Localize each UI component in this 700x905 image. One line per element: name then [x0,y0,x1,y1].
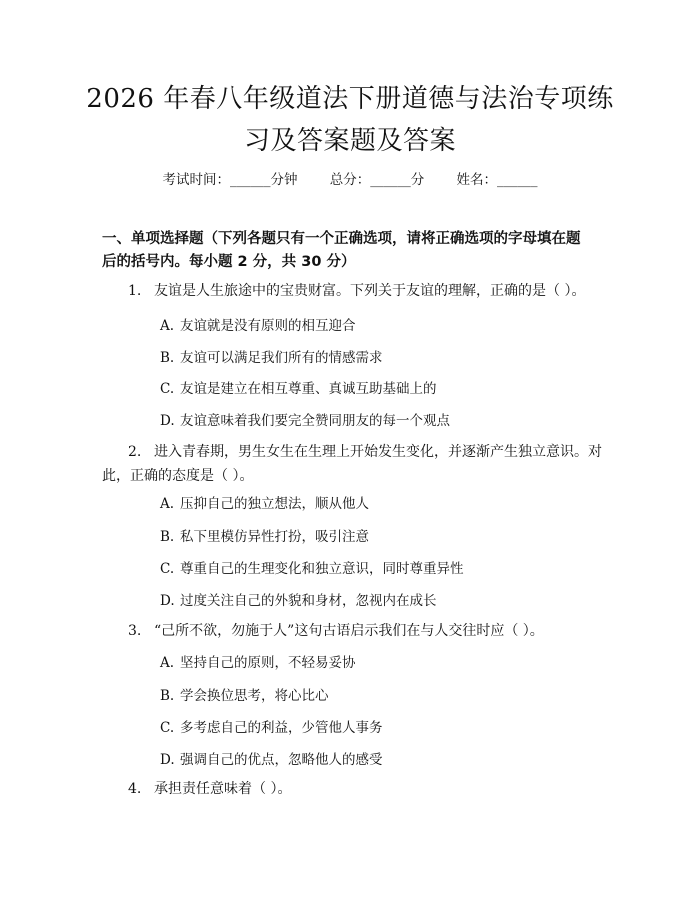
question-text-line-2: 此，正确的态度是（ ）。 [102,468,254,484]
option-3b: B. 学会换位思考，将心比心 [160,688,329,704]
question-text: 友谊是人生旅途中的宝贵财富。下列关于友谊的理解，正确的是（ ）。 [154,283,586,299]
question-number: 4. [128,781,142,797]
title-line-1: 2026 年春八年级道法下册道德与法治专项练 [86,84,614,114]
exam-name: 姓名：______ [456,172,538,188]
option-2b: B. 私下里模仿异性打扮，吸引注意 [160,529,369,545]
section-heading: 一、单项选择题（下列各题只有一个正确选项，请将正确选项的字母填在题后的括号内。每小题 2 分，共 30 分） [102,231,581,270]
question-number: 3. [128,623,142,639]
option-1d: D. 友谊意味着我们要完全赞同朋友的每一个观点 [160,413,450,429]
exam-score: 总分：______分 [329,172,425,188]
option-3a: A. 坚持自己的原则，不轻易妥协 [160,655,356,671]
question-1 [128,279,585,303]
question-text: 承担责任意味着（ ）。 [154,781,292,797]
exam-time: 考试时间：______分钟 [162,172,298,188]
question-text: “己所不欲，勿施于人”这句古语启示我们在与人交往时应（ ）。 [154,623,544,639]
option-1a: A. 友谊就是没有原则的相互迎合 [160,318,356,334]
question-number: 2. [128,444,142,460]
question-4 [128,777,291,801]
document-title [40,78,660,162]
question-text-line-1: 进入青春期，男生女生在生理上开始发生变化，并逐渐产生独立意识。对 [154,444,602,460]
title-line-2: 习及答案题及答案 [243,126,456,156]
option-1c: C. 友谊是建立在相互尊重、真诚互助基础上的 [160,381,437,397]
option-2a: A. 压抑自己的独立想法，顺从他人 [160,496,369,512]
option-2c: C. 尊重自己的生理变化和独立意识，同时尊重异性 [160,561,464,577]
option-3c: C. 多考虑自己的利益，少管他人事务 [160,720,383,736]
option-2d: D. 过度关注自己的外貌和身材，忽视内在成长 [160,593,437,609]
question-2 [128,440,602,464]
option-1b: B. 友谊可以满足我们所有的情感需求 [160,350,383,366]
question-2-continued [102,464,253,488]
option-3d: D. 强调自己的优点，忽略他人的感受 [160,752,383,768]
question-3 [128,619,544,643]
question-number: 1. [128,283,142,299]
exam-info [0,168,700,188]
